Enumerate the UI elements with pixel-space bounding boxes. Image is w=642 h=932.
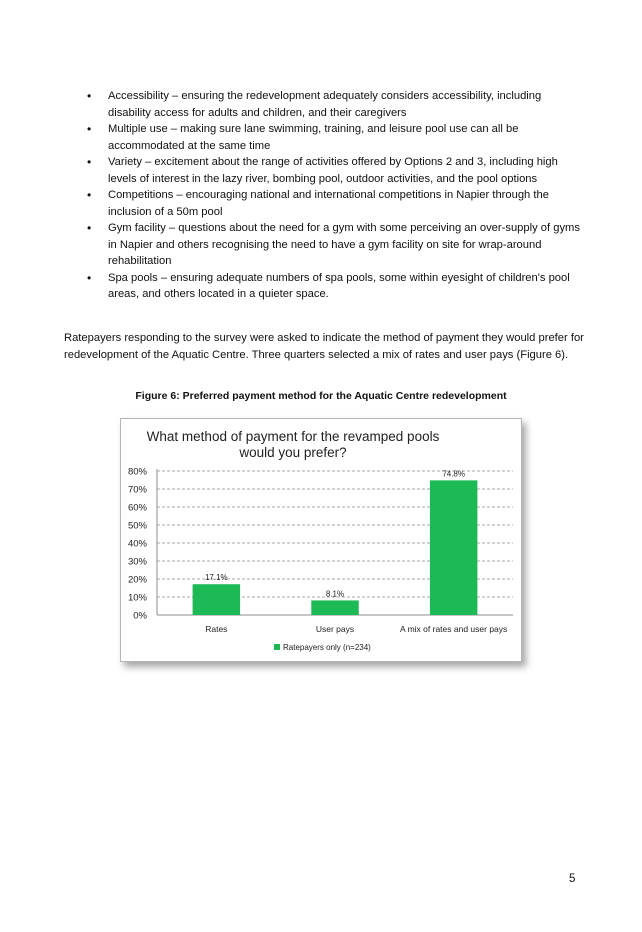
payment-chart	[121, 419, 521, 661]
chart-container	[120, 418, 522, 662]
y-tick-label: 30%	[127, 556, 147, 568]
chart-title-line-1: What method of payment for the revamped pools	[146, 429, 440, 444]
x-tick-label: Rates	[205, 624, 228, 634]
bullet-multiple-use: • Multiple use – making sure lane swimming, training, and leisure pool use can all be accommodated at the same time	[84, 121, 584, 154]
page-number: 5	[569, 873, 576, 885]
y-tick-label: 70%	[127, 484, 147, 496]
y-tick-label: 40%	[127, 538, 147, 550]
bar-1	[193, 584, 240, 615]
legend-swatch	[274, 644, 280, 650]
data-label: 74.8%	[442, 469, 466, 479]
x-tick-label: User pays	[315, 624, 355, 634]
chart-title-line-2: would you prefer?	[239, 445, 347, 460]
bullet-gym-facility: • Gym facility – questions about the need for a gym with some perceiving an over-supply of gyms in Napier and others recognising the need to have a gym facility on site for wrap-around rehabilitation	[84, 220, 584, 270]
bar-2	[311, 600, 358, 615]
figure-title: Figure 6: Preferred payment method for the Aquatic Centre redevelopment	[135, 390, 507, 402]
data-label: 8.1%	[325, 589, 345, 599]
bullet-spa-pools: • Spa pools – ensuring adequate numbers of spa pools, some within eyesight of children's pool areas, and others located in a quieter space.	[84, 270, 584, 303]
survey-paragraph: Ratepayers responding to the survey were asked to indicate the method of payment they would prefer for redevelopment of the Aquatic Centre. Three quarters selected a mix of rates and user pays (Figure 6).	[64, 332, 584, 361]
y-tick-label: 60%	[127, 502, 147, 514]
bullet-list	[84, 88, 584, 303]
y-tick-label: 20%	[127, 574, 147, 586]
y-tick-label: 10%	[127, 592, 147, 604]
data-label: 17.1%	[204, 573, 228, 583]
bullet-accessibility: • Accessibility – ensuring the redevelopment adequately considers accessibility, including disability access for adults and children, and their caregivers	[84, 88, 584, 121]
bar-3	[430, 480, 477, 615]
y-tick-label: 50%	[127, 520, 147, 532]
y-tick-label: 80%	[127, 466, 147, 478]
x-tick-label: A mix of rates and user pays	[400, 624, 508, 634]
bullet-variety: • Variety – excitement about the range of activities offered by Options 2 and 3, including high levels of interest in the lazy river, bombing pool, outdoor activities, and the pool options	[84, 154, 584, 187]
y-tick-label: 0%	[133, 610, 147, 622]
legend-label: Ratepayers only (n=234)	[283, 643, 371, 652]
bullet-competitions: • Competitions – encouraging national and international competitions in Napier through the inclusion of a 50m pool	[84, 187, 584, 220]
